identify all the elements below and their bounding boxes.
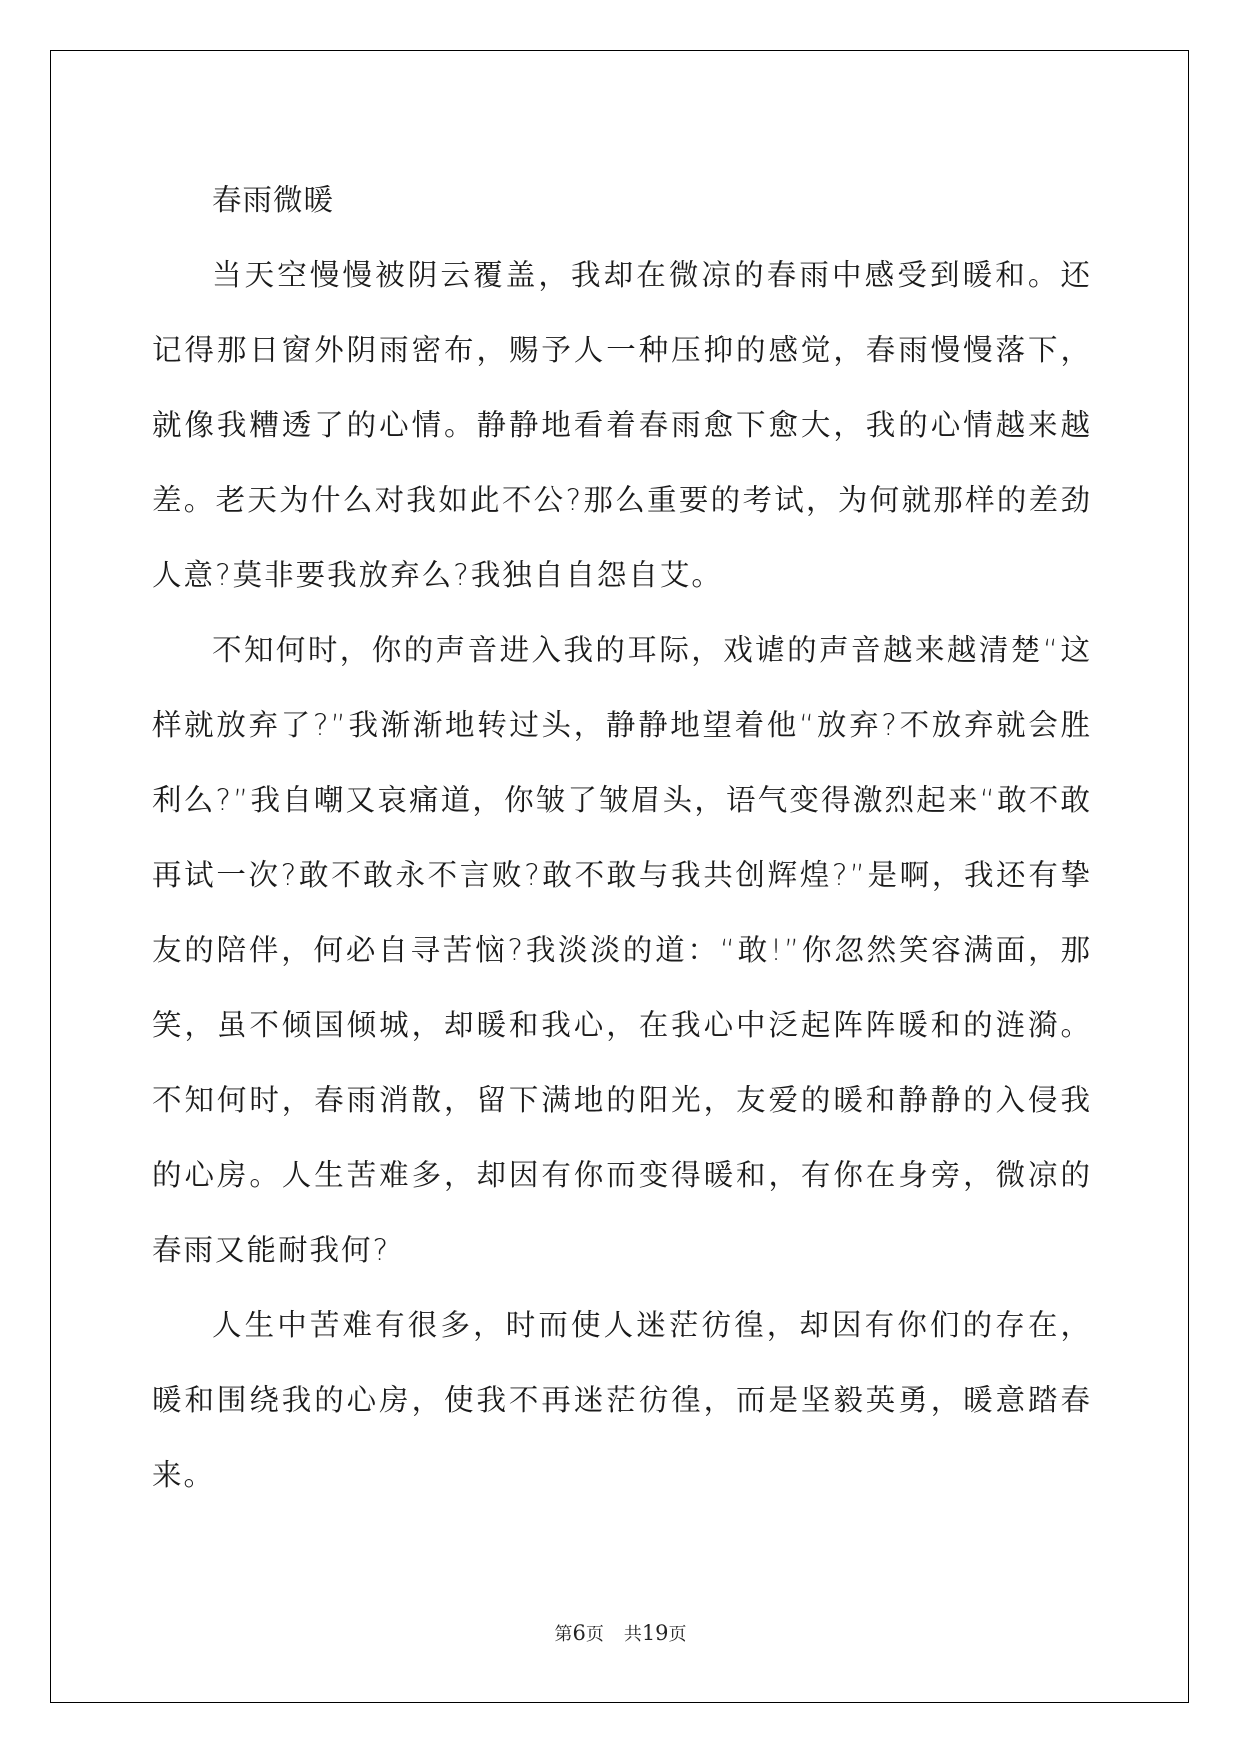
page-footer xyxy=(0,1620,1241,1646)
paragraph-3: 人生中苦难有很多，时而使人迷茫彷徨，却因有你们的存在，暖和围绕我的心房，使我不再迷茫彷徨，而是坚毅英勇，暖意踏春来。 xyxy=(152,1308,1092,1492)
page-total-count: 19 xyxy=(641,1621,669,1645)
document-title: 春雨微暖 xyxy=(212,183,335,217)
page-total-suffix: 页 xyxy=(668,1624,687,1645)
paragraph-2: 不知何时，你的声音进入我的耳际，戏谑的声音越来越清楚“这样就放弃了?”我渐渐地转过头，静静地望着他“放弃?不放弃就会胜利么?”我自嘲又哀痛道，你皱了皱眉头，语气变得激烈起来“敢不敢再试一次?敢不敢永不言败?敢不敢与我共创辉煌?”是啊，我还有挚友的陪伴，何必自寻苦恼?我淡淡的道：“敢!”你忽然笑容满面，那笑，虽不倾国倾城，却暖和我心，在我心中泛起阵阵暖和的涟漪。不知何时，春雨消散，留下满地的阳光，友爱的暖和静静的入侵我的心房。人生苦难多，却因有你而变得暖和，有你在身旁，微凉的春雨又能耐我何? xyxy=(152,633,1092,1267)
document-body xyxy=(152,163,1092,1513)
page-number-current: 6 xyxy=(572,1621,586,1645)
page-total-prefix: 共 xyxy=(623,1624,642,1645)
paragraph-1: 当天空慢慢被阴云覆盖，我却在微凉的春雨中感受到暖和。还记得那日窗外阴雨密布，赐予人一种压抑的感觉，春雨慢慢落下，就像我糟透了的心情。静静地看着春雨愈下愈大，我的心情越来越差。老天为什么对我如此不公?那么重要的考试，为何就那样的差劲人意?莫非要我放弃么?我独自自怨自艾。 xyxy=(152,258,1092,592)
page-number-suffix: 页 xyxy=(585,1624,604,1645)
page-number-prefix: 第 xyxy=(554,1624,573,1645)
